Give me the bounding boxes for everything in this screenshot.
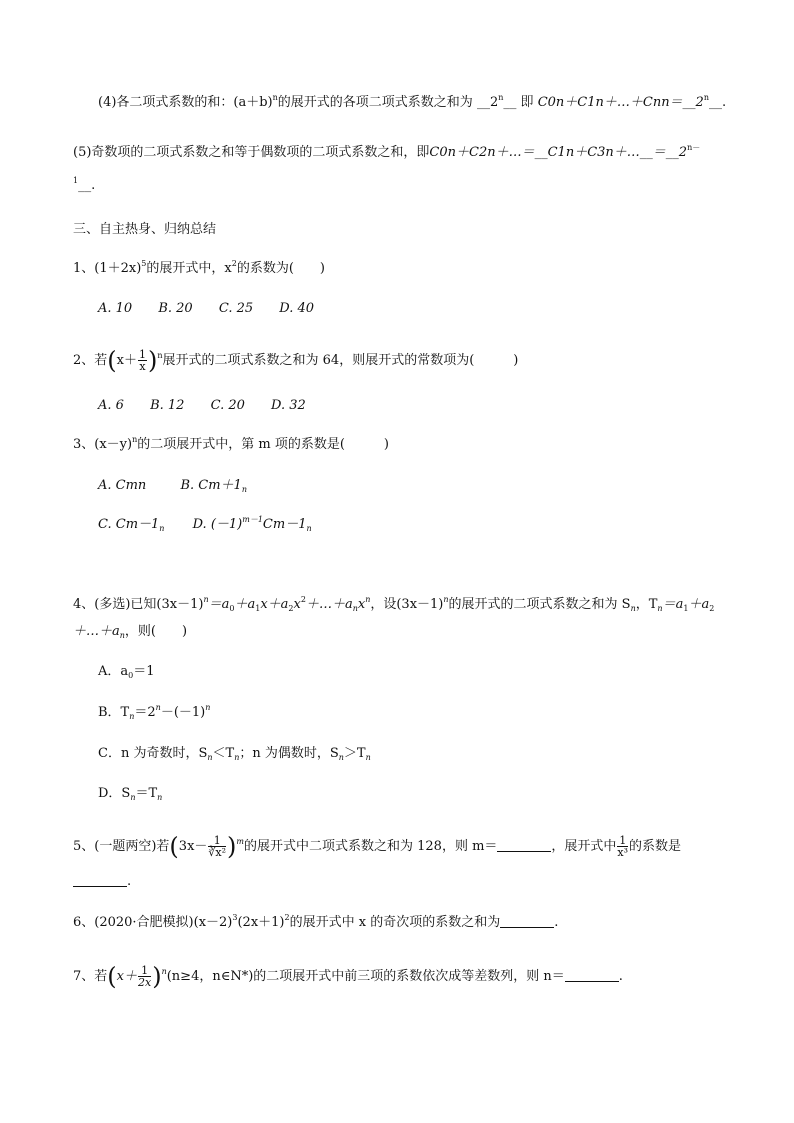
question-4-option-a[interactable]: A．$a_0=1$ [98,664,155,680]
fraction: $\frac{1}{2x}$ [138,964,152,989]
section-heading: 三、自主热身、归纳总结 [73,222,217,237]
question-4-option-b[interactable]: B．$T_n=2^n-(-1)^n$ [98,703,211,721]
option-a[interactable]: A. Cmn [98,478,147,493]
fraction: $\frac{1}{\text{x³}}$ [617,834,629,859]
question-2-options [98,398,328,414]
question-5-cont: . [73,874,131,890]
option-a[interactable]: A. 10 [98,301,133,316]
question-6: 6、(2020·合肥模拟)$(x-2)^3(2x+1)^2$的展开式中 x 的奇次项的系数之和为 . [73,913,559,930]
option-c[interactable]: C. 20 [210,398,245,413]
answer-blank[interactable] [497,839,551,852]
question-1-options [98,301,336,317]
option-c[interactable]: C. 25 [218,301,254,316]
option-d[interactable]: D. 32 [271,398,306,413]
question-4-cont: $+\dots+a_n$，则( ) [73,624,188,640]
question-4: 4、(多选)已知$(3x-1)^n=a_0+a_1x+a_2x^2+\dots+a_nx^n$，设$(3x-1)^n$的展开式的二项式系数之和为 $S_n$，$T_n=a_1+a_2$ [73,595,715,613]
question-5: 5、(一题两空)若(3x－ $\frac{1}{\text{∛x²}}$ )$^m$的展开式中二项式系数之和为 128，则 m＝ ，展开式中 $\frac{1}{\text{x³}}$ 的系数是 [73,832,682,861]
option-b[interactable]: B. 12 [150,398,185,413]
option-d[interactable]: D. $(-1)^{m-1}Cm-1_n$ [192,515,312,533]
question-3: 3、$(x-y)^n$的二项展开式中，第 m 项的系数是( ) [73,435,389,452]
question-2: 2、若(x＋ $\frac{1}{x}$ )$^n$展开式的二项式系数之和为 64，则展开式的常数项为( ) [73,346,519,375]
property-4: (4)各二项式系数的和：$(a+b)^n$的展开式的各项二项式系数之和为 __2$^n$__ 即 $C0n+C1n+\dots+Cnn=\_\_2^n\_\_$. [98,93,727,110]
option-b[interactable]: B. 20 [158,301,193,316]
question-7: 7、若(x＋ $\frac{1}{2x}$ )$^n$(n≥4，n∈N*)的二项展开式中前三项的系数依次成等差数列，则 n＝ . [73,962,623,991]
answer-blank[interactable] [565,969,619,982]
question-1: 1、$(1+2x)^5$的展开式中，$x^2$的系数为( ) [73,259,325,276]
question-3-options-row1 [98,478,247,494]
option-c[interactable]: C. $Cm-1_n$ [98,517,165,533]
property-5: (5)奇数项的二项式系数之和等于偶数项的二项式系数之和，即$C0n+C2n+\dots=\_\_C1n+C3n+\dots\_\_=\_\_2^{n-}$ [73,143,701,160]
property-5-cont: $^1$__. [73,176,96,193]
fraction: $\frac{1}{x}$ [139,348,146,373]
question-3-options-row2 [98,517,312,533]
fraction: $\frac{1}{\text{∛x²}}$ [208,834,227,859]
option-b[interactable]: B. $Cm+1_n$ [180,478,247,494]
option-d[interactable]: D. 40 [279,301,315,316]
question-4-option-d[interactable]: D．$S_n=T_n$ [98,786,163,802]
answer-blank[interactable] [500,915,554,928]
option-a[interactable]: A. 6 [98,398,124,413]
question-4-option-c[interactable]: C．n 为奇数时，$S_n<T_n$；n 为偶数时，$S_n>T_n$ [98,746,371,762]
answer-blank[interactable] [73,874,127,887]
